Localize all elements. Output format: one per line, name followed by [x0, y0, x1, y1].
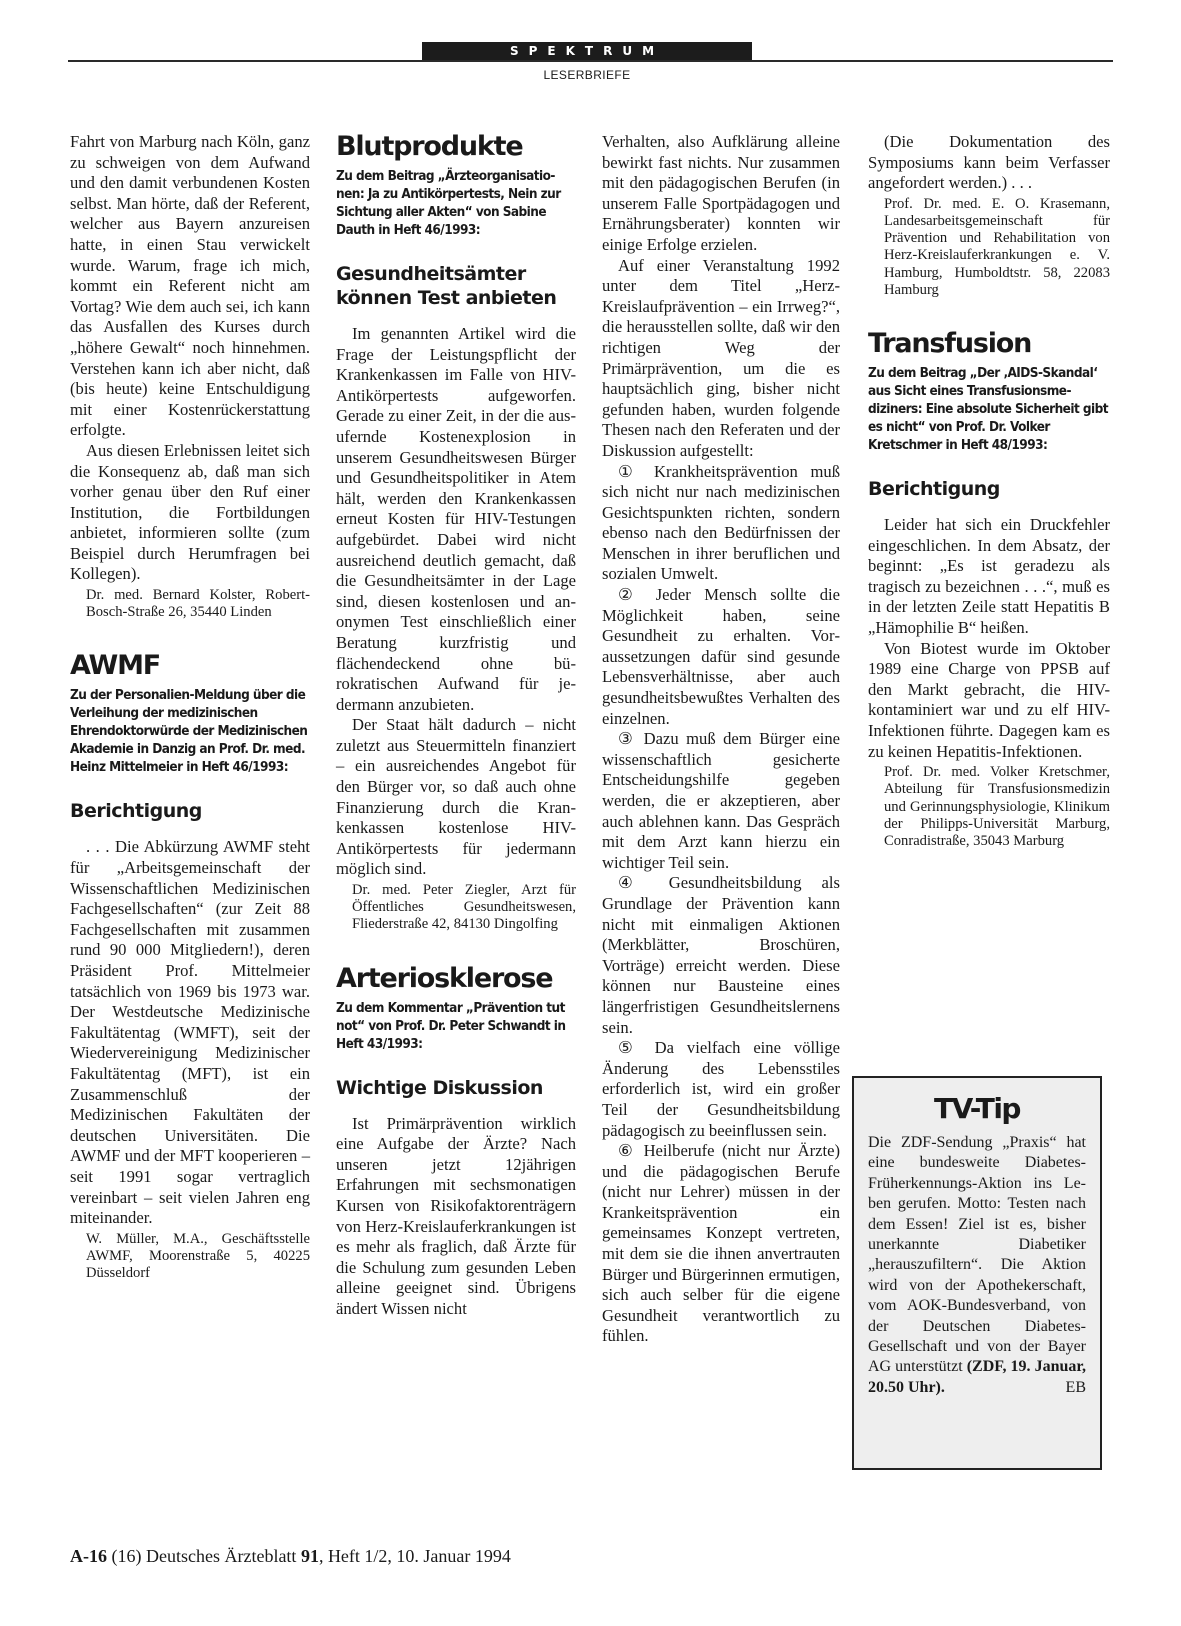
letter-paragraph: Im genannten Artikel wird die Frage der Leistungspflicht der Krankenkassen im Falle von HIV-Antikörpertests aufgeworfen. Gerade zu einer Zeit, in der die ausuferndе Kostenexplosion in unserem Gesundheitswesen Bürger und Gesundheitspolitiker in Atem hält, werden den Krankenkassen erneut Kosten für HIV-Testungen aufgebürdet. Dabei wird nicht ausreichend deutlich gemacht, daß die Gesundheitsämter in der Lage sind, diesen kostenlosen und anonymen Test einschließlich einer Beratung kurzfristig und flächendeckend ohne bürokratischen Aufwand für jedermann anzubieten.: [336, 324, 576, 714]
footer-issue: , Heft 1/2, 10. Januar 1994: [318, 1546, 511, 1566]
letter-signature: Dr. med. Bernard Kolster, Robert-Bosch-Straße 26, 35440 Linden: [86, 587, 310, 621]
letter-paragraph: . . . Die Abkürzung AWMF steht für „Arbeitsgemeinschaft der Wissenschaftlichen Medizinischen Fachgesellschaften“ (zur Zeit 88 Fachgesellschaften mit zusammen rund 90 000 Mitgliedern!), deren Präsident Prof. Mittelmeier tatsächlich von 1969 bis 1973 war. Der Westdeutsche Medizinische Fakultätentag (WMFT), seit der Wiedervereinigung Medizinischer Fakultätentag (MFT), ist ein Zusammenschluß der Medizinischen Fakultäten der deutschen Universitäten. Die AWMF und der MFT kooperieren – seit 1991 sogar vertraglich vereinbart – seit vielen Jahren eng miteinander.: [70, 837, 310, 1228]
letter-paragraph: Ist Primärprävention wirklich eine Aufgabe der Ärzte? Nach unseren jetzt 12jährigen Erfahrungen mit sechsmonatigen Kursen von Risikofaktorenträgern von Herz-Kreislauferkrankungen ist es mehr als fraglich, daß Ärzte für die Schulung zum gesunden Leben alleine geeignet sind. Übrigens ändert Wissen nicht: [336, 1113, 576, 1318]
tv-tip-body: Die ZDF-Sendung „Praxis“ hat eine bundesweite Diabetes-Früherkennungs-Aktion ins Leben gerufen. Motto: Testen nach dem Essen! Ziel ist es, bisher unerkannte Diabetiker „herauszufiltern“. Die Aktion wird von der Apothekerschaft, vom AOK-Bundesverband, von der Deutschen Diabetes-Gesellschaft und von der Bayer AG unterstützt: [868, 1134, 1086, 1376]
thesis-item: ① Krankheitsprävention muß sich nicht nur nach medizinischen Gesichtspunkten richten, sondern ebenso nach den Bedürfnissen der Menschen in ihrer beruflichen und sozialen Umwelt.: [602, 461, 840, 584]
article-intro: Zu dem Beitrag „Ärzteorganisationen: Ja zu Antikörpertests, Nein zur Sichtung aller Akten“ von Sabine Dauth in Heft 46/1993:: [336, 169, 561, 238]
thesis-item: ② Jeder Mensch sollte die Möglichkeit haben, seine Gesundheit zu erhalten. Voraussetzungen dafür sind gesunde Lebensverhältnisse, aber auch gesundheitsbewußtes Verhalten des einzelnen.: [602, 585, 840, 728]
section-subtitle: LESERBRIEFE: [543, 68, 631, 82]
page-footer: [70, 1546, 511, 1567]
article-heading-awmf: AWMF: [70, 650, 160, 682]
footer-volume: 91: [300, 1546, 319, 1566]
section-band: SPEKTRUM: [422, 42, 752, 60]
letter-paragraph: Leider hat sich ein Druckfehler eingeschlichen. In dem Absatz, der beginnt: „Es ist geradezu als tragisch zu bezeichnen . . .“, muß es in der letzten Zeile statt Hepatitis B „Hämophilie B“ heißen.: [868, 515, 1110, 637]
tv-tip-signature: EB: [1065, 1378, 1086, 1396]
letter-signature: Dr. med. Peter Ziegler, Arzt für Öffentliches Gesundheitswesen, Fliederstraße 42, 84130 Dingolfing: [352, 882, 576, 933]
column-1: [70, 132, 310, 1282]
letter-heading: Berichtigung: [70, 800, 202, 823]
column-2: [336, 132, 576, 1320]
letter-signature: Prof. Dr. med. Volker Kretschmer, Abteilung für Transfusionsmedizin und Gerinnungsphysiologie, Klinikum der Philipps-Universität Marburg, Conradistraße, 35043 Marburg: [884, 764, 1110, 849]
letter-paragraph: Der Staat hält dadurch – nicht zuletzt aus Steuermitteln finanziert – ein ausreichendes Angebot für den Bürger vor, so daß auch ohne Finanzierung durch die Krankenkassen kostenlose HIV-Antikörpertests für jedermann möglich sind.: [336, 715, 576, 879]
tv-tip-title: TV-Tip: [934, 1092, 1020, 1125]
header-rule: [68, 60, 1113, 62]
letter-paragraph: Aus diesen Erlebnissen leitet sich die Konsequenz ab, daß man sich vorher genau über den Ruf einer Institution, die Fortbildungen anbietet, informieren sollte (zum Beispiel durch Herumfragen bei Kollegen).: [70, 440, 310, 584]
letter-signature: W. Müller, M.A., Geschäftsstelle AWMF, Moorenstraße 5, 40225 Düsseldorf: [86, 1230, 310, 1282]
column-3: [602, 132, 840, 1347]
article-heading-transfusion: Transfusion: [868, 328, 1032, 359]
article-intro: Zu dem Kommentar „Prävention tut not“ von Prof. Dr. Peter Schwandt in Heft 43/1993:: [336, 1000, 566, 1052]
tv-tip-text: [868, 1133, 1086, 1398]
letter-paragraph: Verhalten, also Aufklärung alleine bewirkt fast nichts. Nur zusammen mit den pädagogischen Berufen (in unserem Falle Sportpädagogen und Ernährungsberater) konnten wir einige Erfolge erzielen.: [602, 132, 840, 254]
letter-paragraph: (Die Dokumentation des Symposiums kann beim Verfasser angefordert werden.) . . .: [868, 132, 1110, 193]
thesis-item: ⑤ Da vielfach eine völlige Änderung des Lebensstiles erforderlich ist, wird ein großer Teil der Gesundheitsbildung pädagogisch zu beeinflussen sein.: [602, 1038, 840, 1140]
thesis-item: ④ Gesundheitsbildung als Grundlage der Prävention kann nicht mit einmaligen Aktionen (Merkblätter, Broschüren, Vorträge) erreicht werden. Diese können nur Bausteine eines längerfristigen Gesundheitslernens sein.: [602, 873, 840, 1037]
letter-signature: Prof. Dr. med. E. O. Krasemann, Landesarbeitsgemeinschaft für Prävention und Rehabilitation von Herz-Kreislauferkrankungen e. V. Hamburg, Humboldtstr. 58, 22083 Hamburg: [884, 195, 1110, 298]
letter-paragraph: Von Biotest wurde im Oktober 1989 eine Charge von PPSB auf den Markt gebracht, die HIV-kontaminiert war und zu elf HIV-Infektionen führte. Dagegen kam es zu keinen Hepatitis-Infektionen.: [868, 638, 1110, 761]
tv-tip-box: [852, 1076, 1102, 1470]
thesis-item: ⑥ Heilberufe (nicht nur Ärzte) und die pädagogischen Berufe (nicht nur Lehrer) müssen in der Krankeitsprävention ein gemeinsames Konzept vertreten, mit dem sie die ihnen anvertrauten Bürger und Bürgerinnen ermutigen, sich auch selber für die eigene Gesundheit verantwortlich zu fühlen.: [602, 1141, 840, 1346]
thesis-item: ③ Dazu muß dem Bürger eine wissenschaftlich gesicherte Entscheidungshilfe gegeben werden, die er akzeptieren, aber auch ablehnen kann. Das Gespräch mit dem Arzt kann hierzu ein wichtiger Teil sein.: [602, 729, 840, 872]
letter-paragraph: Auf einer Veranstaltung 1992 unter dem Titel „Herz-Kreislaufprävention – ein Irrweg?“, die herausstellen sollte, daß wir den richtigen Weg der Primärprävention, um die es hauptsächlich ging, bisher nicht gefunden haben, wurden folgende Thesen nach den Referaten und der Diskussion aufgestellt:: [602, 255, 840, 460]
footer-journal: (16) Deutsches Ärzteblatt: [111, 1546, 297, 1566]
page-number: A-16: [70, 1546, 107, 1566]
letter-paragraph: Fahrt von Marburg nach Köln, ganz zu schweigen von dem Aufwand und den damit verbundenen Kosten selbst. Man hörte, daß der Referent, welcher aus Bayern anzureisen hatte, in einen Stau verwickelt wurde. Warum, frage ich mich, kommt ein Referent nicht am Vortag? Wie dem auch sei, ich kann das Ausfallen des Kurses durch „höhere Gewalt“ noch hinnehmen. Verstehen kann ich aber nicht, daß (bis heute) keine Entschuldigung mit einer Kostenrückerstattung erfolgte.: [70, 132, 310, 440]
article-heading-arteriosklerose: Arteriosklerose: [336, 962, 553, 994]
article-intro: Zu dem Beitrag „Der ‚AIDS-Skandal‘ aus Sicht eines Transfusionsmediziners: Eine absolute Sicherheit gibt es nicht“ von Prof. Dr. Volker Kretschmer in Heft 48/1993:: [868, 366, 1109, 453]
letter-heading: Gesundheitsämter können Test anbieten: [336, 263, 557, 309]
tv-tip-date: (ZDF, 19. Januar, 20.50 Uhr).: [868, 1358, 1086, 1396]
letter-heading: Wichtige Diskussion: [336, 1076, 543, 1099]
article-intro: Zu der Personalien-Meldung über die Verleihung der medizinischen Ehrendoktorwürde der Medizinischen Akademie in Danzig an Prof. Dr. med. Heinz Mittelmeier in Heft 46/1993:: [70, 688, 308, 776]
letter-heading: Berichtigung: [868, 478, 1000, 500]
article-heading-blutprodukte: Blutprodukte: [336, 131, 523, 162]
column-4: [868, 132, 1110, 850]
